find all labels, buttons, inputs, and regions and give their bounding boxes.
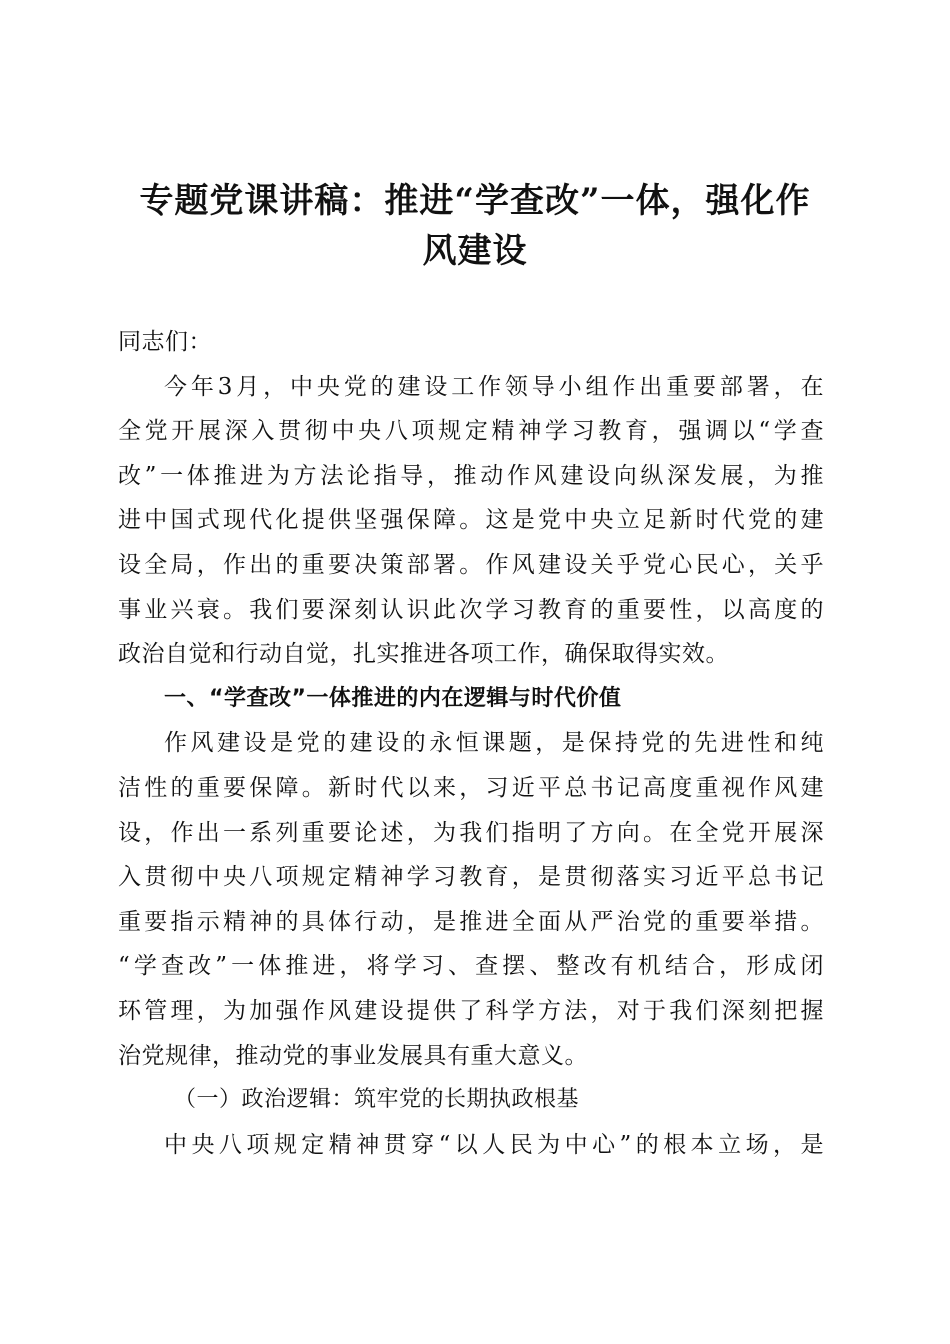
subsection-heading-1: （一）政治逻辑：筑牢党的长期执政根基	[174, 1087, 580, 1113]
paragraph-section-1	[118, 721, 824, 1078]
paragraph-line: 中央八项规定精神贯穿“以人民为中心”的根本立场，是	[164, 1131, 824, 1158]
paragraph-line: 设全局，作出的重要决策部署。作风建设关乎党心民心，关乎	[118, 551, 824, 578]
paragraph-line: 改”一体推进为方法论指导，推动作风建设向纵深发展，为推	[118, 462, 824, 489]
document-body	[118, 320, 824, 1167]
paragraph-line: 入贯彻中央八项规定精神学习教育，是贯彻落实习近平总书记	[118, 864, 824, 891]
title-line-1: 专题党课讲稿：推进“学查改”一体，强化作	[139, 181, 811, 221]
paragraph-line: 进中国式现代化提供坚强保障。这是党中央立足新时代党的建	[118, 507, 824, 534]
document-title	[110, 176, 840, 276]
paragraph-line: 治党规律，推动党的事业发展具有重大意义。	[118, 1042, 588, 1069]
paragraph-line: 设，作出一系列重要论述，为我们指明了方向。在全党开展深	[118, 819, 824, 846]
paragraph-line: 作风建设是党的建设的永恒课题，是保持党的先进性和纯	[164, 730, 824, 757]
paragraph-line: 洁性的重要保障。新时代以来，习近平总书记高度重视作风建	[118, 774, 824, 801]
paragraph-intro	[118, 365, 824, 677]
title-line-2: 风建设	[422, 231, 528, 271]
paragraph-subsection-1	[118, 1123, 824, 1168]
paragraph-line: 环管理，为加强作风建设提供了科学方法，对于我们深刻把握	[118, 997, 824, 1024]
salutation: 同志们：	[118, 329, 212, 355]
paragraph-line: 重要指示精神的具体行动，是推进全面从严治党的重要举措。	[118, 908, 824, 935]
paragraph-line: 今年3月，中央党的建设工作领导小组作出重要部署，在	[164, 373, 824, 400]
paragraph-line: “学查改”一体推进，将学习、查摆、整改有机结合，形成闭	[118, 953, 824, 980]
paragraph-line: 事业兴衰。我们要深刻认识此次学习教育的重要性，以高度的	[118, 596, 824, 623]
paragraph-line: 政治自觉和行动自觉，扎实推进各项工作，确保取得实效。	[118, 641, 729, 668]
paragraph-line: 全党开展深入贯彻中央八项规定精神学习教育，强调以“学查	[118, 418, 824, 445]
section-heading-1: 一、“学查改”一体推进的内在逻辑与时代价值	[164, 685, 622, 711]
